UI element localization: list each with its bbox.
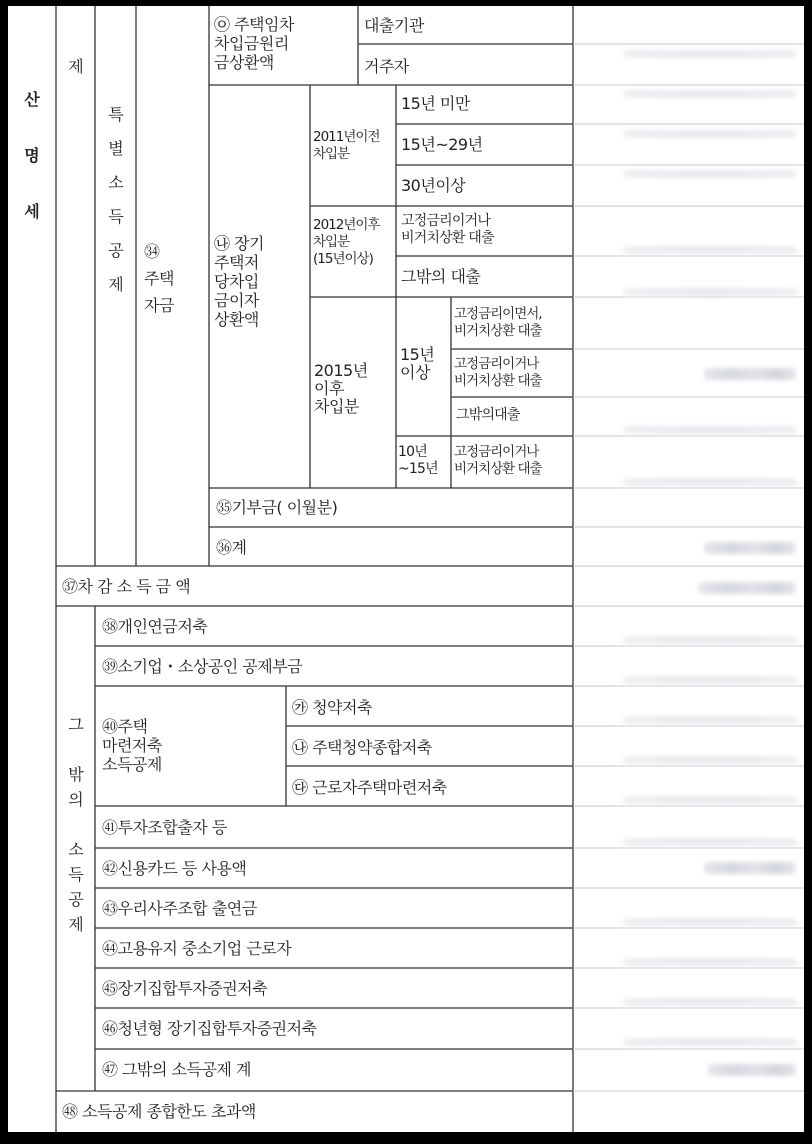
label-housing-savings-deduction: ㊵주택 마련저축 소득공제	[102, 717, 162, 774]
label-rent-loan-repayment: ㉧ 주택임차 차입금원리 금상환액	[214, 15, 294, 72]
label-resident: 거주자	[364, 57, 409, 76]
redacted-value	[623, 246, 798, 254]
label-borrowed-before-2011: 2011년이전 차입분	[313, 129, 380, 162]
label-10y-fixed-or-non-deferred: 고정금리이거나 비거치상환 대출	[454, 444, 542, 477]
label-2015-fixed-or-non-deferred: 고정금리이거나 비거치상환 대출	[454, 356, 542, 389]
label-15-years-or-more: 15년 이상	[400, 345, 435, 382]
label-net-income: ㊲차 감 소 득 금 액	[62, 577, 191, 596]
redacted-amount	[704, 368, 796, 380]
label-employee-stock-contribution: ㊸우리사주조합 출연금	[102, 899, 257, 918]
label-lender: 대출기관	[364, 16, 424, 35]
label-sme-employment-retention: ㊹고용유지 중소기업 근로자	[102, 939, 292, 958]
label-other-deductions-total: ㊼ 그밖의 소득공제 계	[102, 1060, 251, 1079]
redacted-amount	[708, 1064, 796, 1076]
label-2012-other-loans: 그밖의 대출	[401, 267, 481, 286]
redacted-value	[623, 998, 798, 1006]
label-credit-card-usage: ㊷신용카드 등 사용액	[102, 859, 247, 878]
label-investment-association: ㊶투자조합출자 등	[102, 818, 227, 837]
redacted-value	[623, 838, 798, 846]
redacted-value	[623, 918, 798, 926]
label-15-to-29-years: 15년~29년	[401, 135, 483, 154]
redacted-value	[623, 170, 798, 178]
column-label-other-deductions: 그 밖 의 소 득 공 제	[68, 715, 84, 934]
label-long-term-fund-savings: ㊺장기집합투자증권저축	[102, 979, 268, 998]
label-2012-fixed-or-non-deferred: 고정금리이거나 비거치상환 대출	[401, 213, 494, 246]
label-housing-subscription-savings: ㉯ 주택청약종합저축	[292, 738, 432, 757]
redacted-value	[623, 50, 798, 58]
label-2015-other-loans: 그밖의대출	[456, 407, 520, 423]
redacted-value	[623, 478, 798, 486]
redacted-value	[623, 958, 798, 966]
label-under-15-years: 15년 미만	[401, 94, 470, 113]
label-worker-housing-savings: ㉰ 근로자주택마련저축	[292, 778, 447, 797]
redacted-value	[623, 288, 798, 296]
redacted-value	[623, 130, 798, 138]
redacted-amount	[698, 582, 796, 594]
label-subtotal: ㊱계	[216, 538, 247, 557]
deduction-statement-sheet	[8, 6, 804, 1132]
section-title-vertical: 산 명 세	[24, 90, 40, 221]
column-label-housing-fund: ㉞ 주택 자금	[144, 242, 174, 315]
label-2015-fixed-and-non-deferred: 고정금리이면서, 비거치상환 대출	[454, 306, 542, 339]
label-personal-pension-savings: ㊳개인연금저축	[102, 617, 208, 636]
label-donation-carryover: ㉟기부금( 이월분)	[216, 498, 338, 517]
redacted-value	[623, 716, 798, 724]
redacted-amount	[704, 862, 796, 874]
redacted-value	[623, 90, 798, 98]
column-label-special-deduction: 특 별 소 득 공 제	[108, 105, 124, 294]
redacted-value	[623, 1038, 798, 1046]
label-deduction-limit-excess: ㊽ 소득공제 종합한도 초과액	[62, 1102, 256, 1121]
label-long-term-mortgage-interest: ㉯ 장기 주택저 당차입 금이자 상환액	[214, 234, 264, 329]
label-small-business-mutual-aid: ㊴소기업・소상공인 공제부금	[102, 657, 303, 676]
redacted-value	[623, 636, 798, 644]
label-10-to-15-years: 10년 ~15년	[398, 444, 438, 477]
redacted-value	[623, 426, 798, 434]
redacted-value	[623, 756, 798, 764]
label-borrowed-after-2012: 2012년이후 차입분 (15년이상)	[313, 217, 380, 267]
label-30-years-plus: 30년이상	[401, 176, 466, 195]
label-subscription-savings: ㉮ 청약저축	[292, 698, 372, 717]
column-label-je: 제	[68, 57, 84, 76]
label-youth-long-term-fund-savings: ㊻청년형 장기집합투자증권저축	[102, 1019, 317, 1038]
redacted-value	[623, 676, 798, 684]
redacted-amount	[704, 542, 796, 554]
redacted-value	[623, 796, 798, 804]
label-borrowed-after-2015: 2015년 이후 차입분	[314, 361, 368, 416]
